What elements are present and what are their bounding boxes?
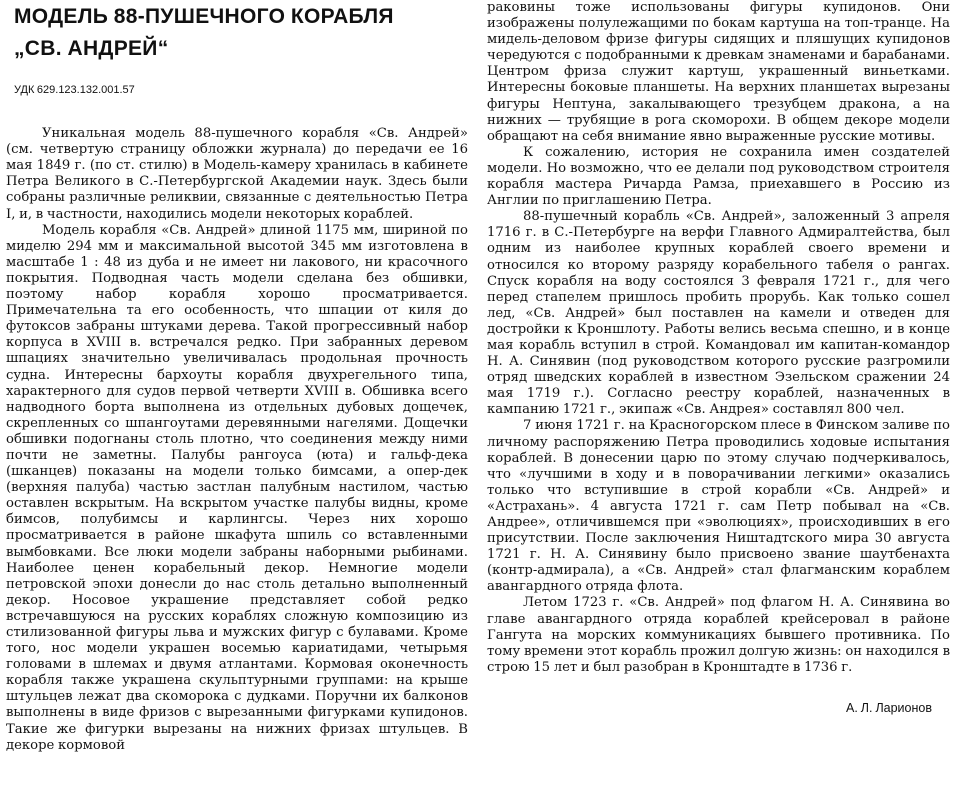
article-title-line-2: „СВ. АНДРЕЙ“ [14, 37, 169, 60]
udk-code: УДК 629.123.132.001.57 [14, 84, 135, 96]
paragraph: 7 июня 1721 г. на Красногорском плесе в Финском заливе по личному распоряжению Петра проводились ходовые испытания кораблей. В донесении царю по этому случаю подчеркивалось, что «лучшими в ходу и в поворачивании легкими» оказались только что вступившие в строй корабли «Св. Андрей» и «Астрахань». 4 августа 1721 г. сам Петр побывал на «Св. Андрее», отличившемся при «эволюциях», происходивших в его присутствии. После заключения Ништадтского мира 30 августа 1721 г. Н. А. Синявину было присвоено звание шаутбенахта (контр-адмирала), а «Св. Андрей» стал флагманским кораблем авангардного отряда флота. [487, 418, 950, 595]
author-signature: А. Л. Ларионов [846, 700, 932, 715]
paragraph: К сожалению, история не сохранила имен создателей модели. Но возможно, что ее делали под руководством строителя корабля мастера Ричарда Рамза, приехавшего в Россию из Англии по приглашению Петра. [487, 144, 950, 209]
left-column [6, 0, 468, 754]
paragraph-continuation: раковины тоже использованы фигуры купидонов. Они изображены полулежащими по бокам картуша на топ-транце. На мидель-деловом фризе фигуры сидящих и пляшущих купидонов чередуются с подобранными к древкам знаменами и барабанами. Центром фриза служит картуш, украшенный виньетками. Интересны боковые планшеты. На верхних планшетах вырезаны фигуры Нептуна, закалывающего трезубцем дракона, а на нижних — трубящие в рога скоморохи. В общем декоре модели обращают на себя внимание явно выраженные русские мотивы. [487, 0, 950, 144]
right-column [487, 0, 950, 716]
paragraph: 88-пушечный корабль «Св. Андрей», заложенный 3 апреля 1716 г. в С.-Петербурге на верфи Главного Адмиралтейства, был одним из наиболее крупных кораблей своего времени и относился ко второму разряду корабельного табеля о рангах. Спуск корабля на воду состоялся 3 февраля 1721 г., для чего перед стапелем пришлось пробить прорубь. Как только сошел лед, «Св. Андрей» был поставлен на камели и отведен для достройки к Кроншлоту. Работы велись весьма спешно, и в конце мая корабль вступил в строй. Командовал им капитан-командор Н. А. Синявин (под руководством которого русские разгромили отряд шведских кораблей в известном Эзельском сражении 24 мая 1719 г.). Согласно реестру кораблей, назначенных в кампанию 1721 г., экипаж «Св. Андрея» составлял 800 чел. [487, 209, 950, 418]
paragraph: Летом 1723 г. «Св. Андрей» под флагом Н. А. Синявина во главе авангардного отряда кораблей крейсеровал в районе Гангута на морских коммуникациях бывшего противника. По тому времени этот корабль прожил долгую жизнь: он находился в строю 15 лет и был разобран в Кронштадте в 1736 г. [487, 595, 950, 675]
paragraph: Модель корабля «Св. Андрей» длиной 1175 мм, шириной по миделю 294 мм и максимальной высотой 345 мм изготовлена в масштабе 1 : 48 из дуба и не имеет ни лакового, ни красочного покрытия. Подводная часть модели сделана без обшивки, поэтому набор корабля хорошо просматривается. Примечательна та его особенность, что шпации от киля до футоксов забраны штуками дерева. Такой прогрессивный набор корпуса в XVIII в. встречался редко. При забранных деревом шпациях значительно увеличивалась продольная прочность судна. Интересны бархоуты корабля двухрегельного типа, характерного для судов первой четверти XVIII в. Обшивка всего надводного борта выполнена из отдельных дубовых дощечек, скрепленных со шпангоутами деревянными нагелями. Дощечки обшивки подогнаны столь плотно, что соединения между ними почти не заметны. Палубы рангоуса (юта) и гальф-дека (шканцев) показаны на модели только бимсами, а опер-дек (верхняя палуба) частью застлан палубным настилом, частью оставлен вскрытым. На вскрытом участке палубы видны, кроме бимсов, полубимсы и карлингсы. Через них хорошо просматривается в районе шкафута шпиль со вставленными вымбовками. Все люки модели забраны наборными рыбинами. Наиболее ценен корабельный декор. Немногие модели петровской эпохи донесли до нас столь детально выполненный декор. Носовое украшение представляет собой редко встречавшуюся на русских кораблях сложную композицию из стилизованной фигуры льва и мужских фигур с булавами. Кроме того, нос модели украшен восемью кариатидами, четырьмя головами в шлемах и двумя атлантами. Кормовая оконечность корабля также украшена скульптурными группами: на крыше штульцев лежат два скоморока с дудками. Поручни их балконов выполнены в виде фризов с вырезанными фигурками купидонов. Такие же фигурки вырезаны на нижних фризах штульцев. В декоре кормовой [6, 222, 468, 753]
paragraph: Уникальная модель 88-пушечного корабля «Св. Андрей» (см. четвертую страницу обложки журнала) до передачи ее 16 мая 1849 г. (по ст. стилю) в Модель-камеру хранилась в кабинете Петра Великого в С.-Петербургской Академии наук. Здесь были собраны различные реликвии, связанные с деятельностью Петра I, и, в частности, находились модели некоторых кораблей. [6, 126, 468, 222]
article-title-line-1: МОДЕЛЬ 88-ПУШЕЧНОГО КОРАБЛЯ [14, 5, 394, 28]
